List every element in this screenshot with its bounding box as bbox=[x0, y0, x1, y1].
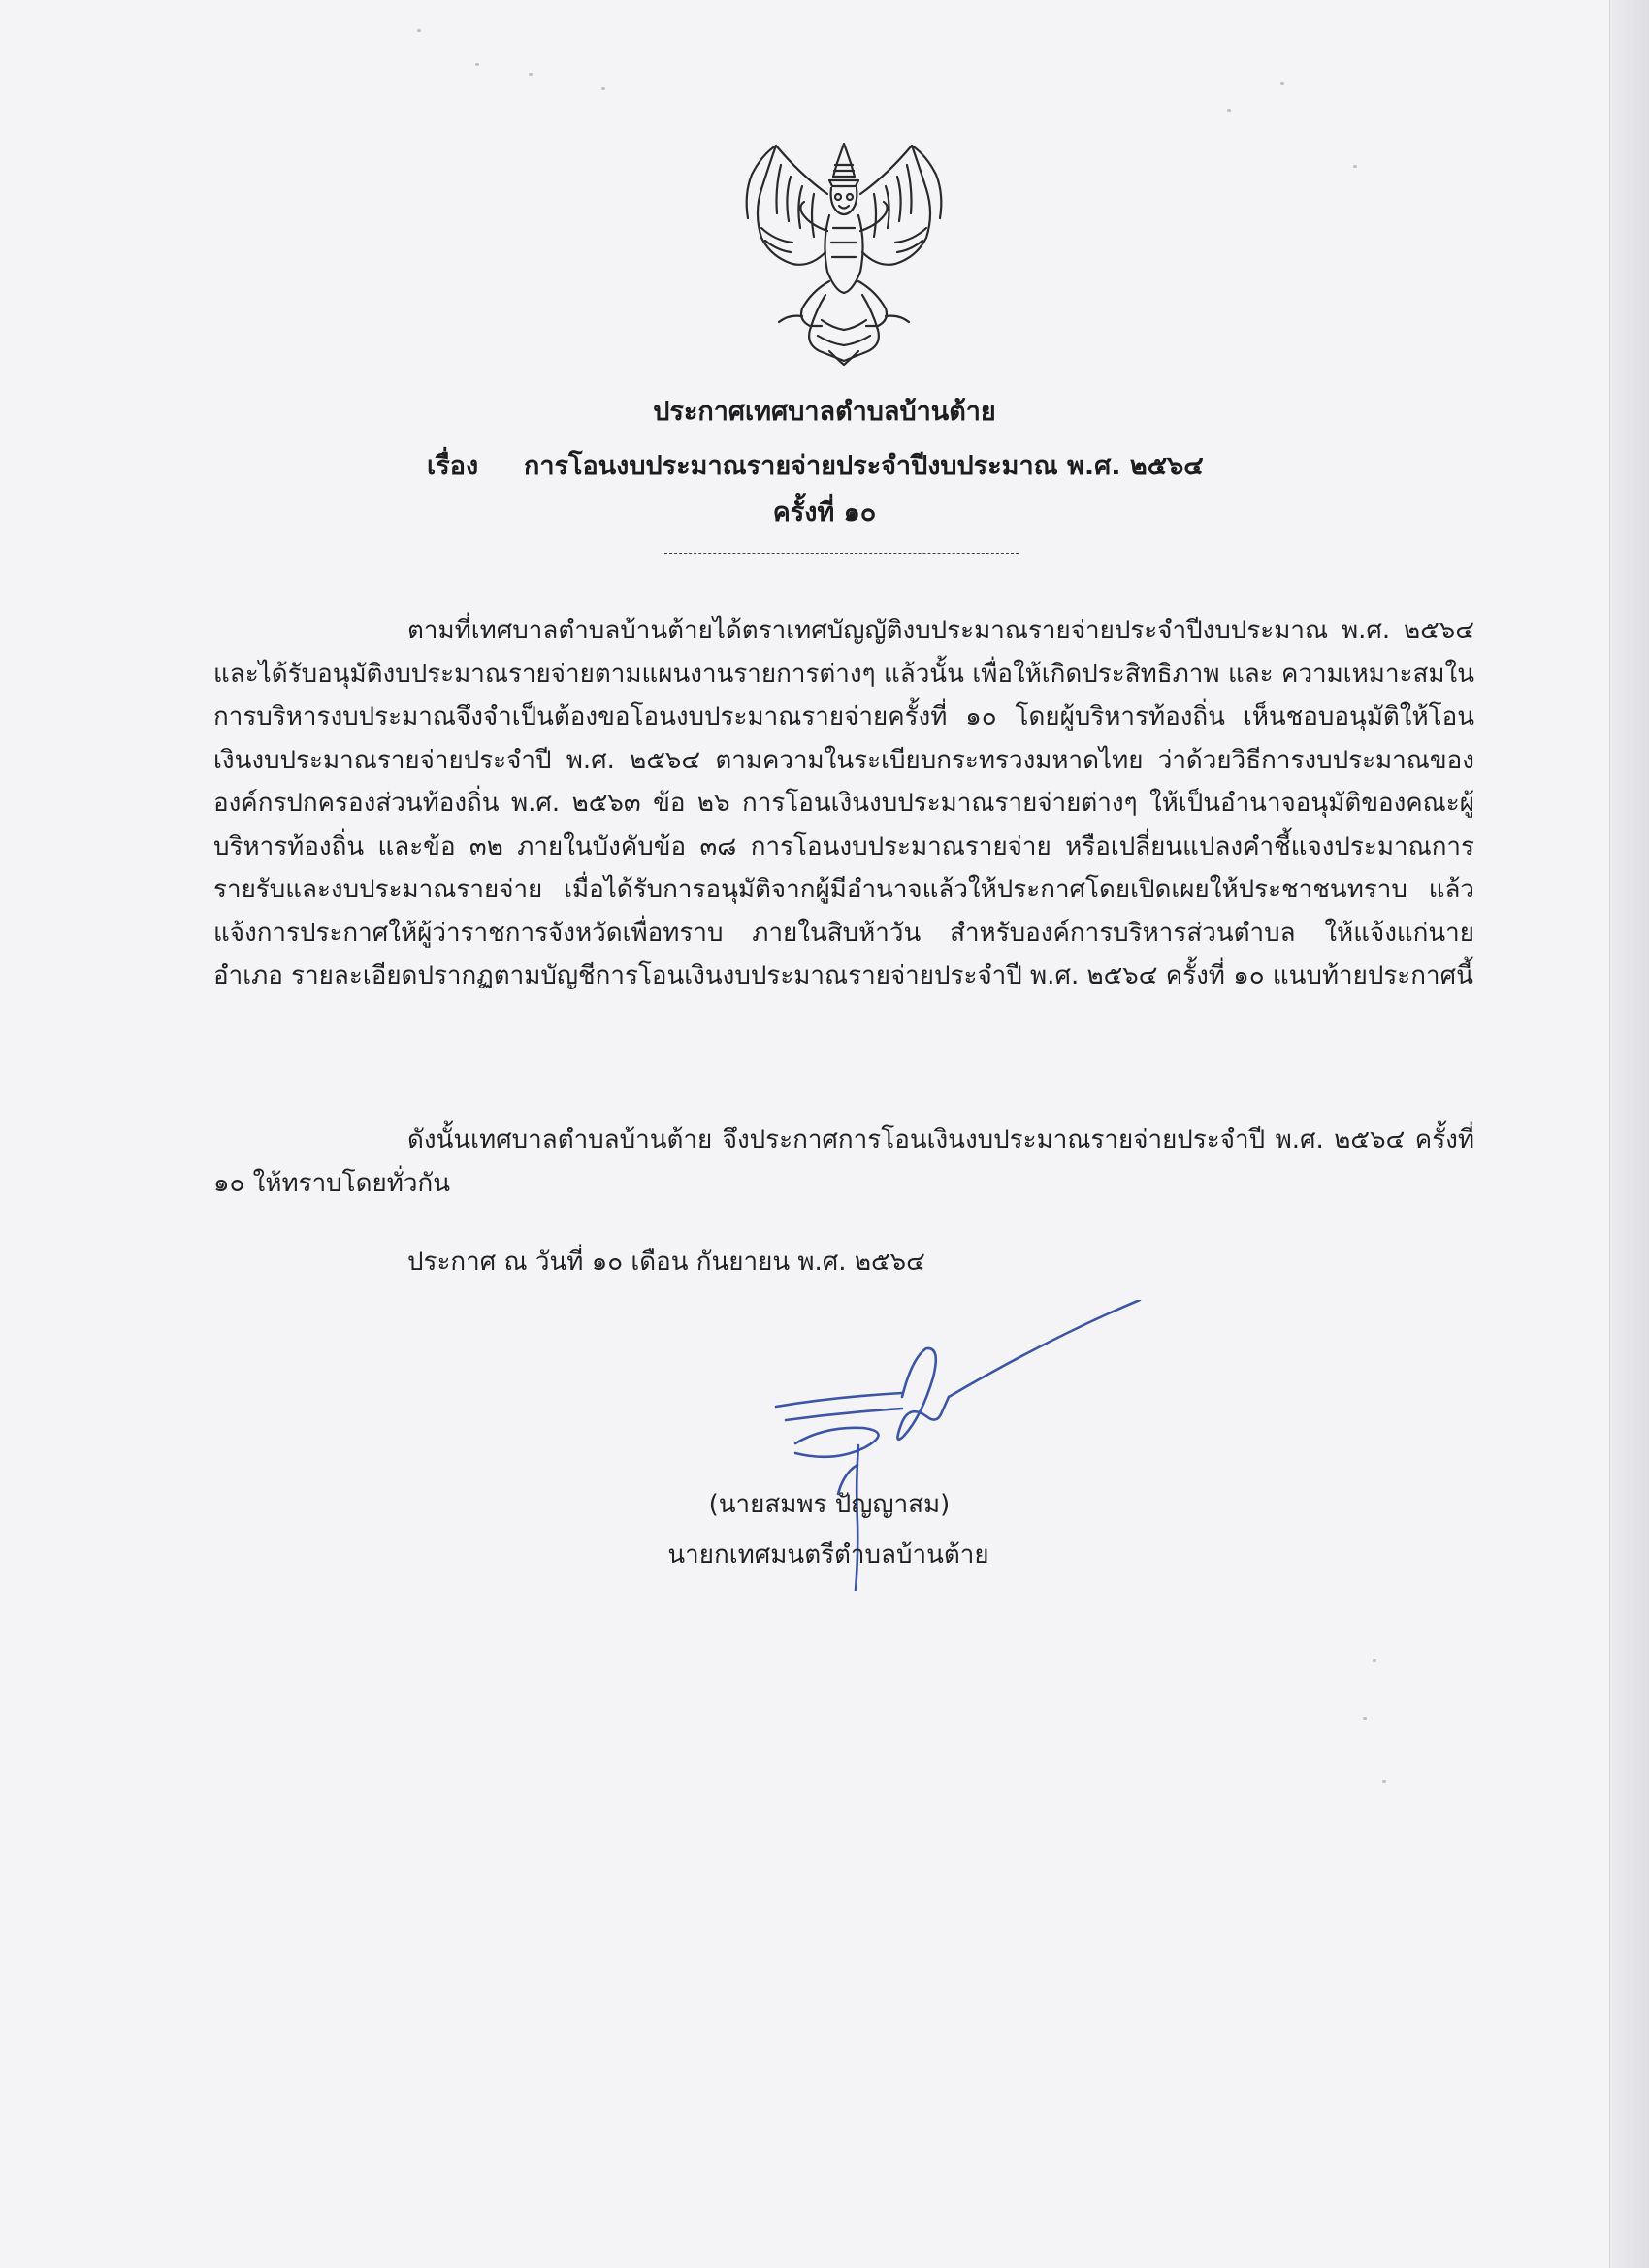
scan-speck bbox=[417, 29, 421, 32]
scan-speck bbox=[475, 63, 479, 66]
scan-speck bbox=[1363, 1717, 1367, 1720]
paper-edge bbox=[1609, 0, 1649, 2268]
announcement-subject-line bbox=[427, 444, 1261, 486]
garuda-emblem-icon bbox=[732, 136, 955, 369]
signatory-position: นายกเทศมนตรีตำบลบ้านต้าย bbox=[667, 1540, 989, 1570]
scan-speck bbox=[1373, 1659, 1376, 1662]
scan-speck bbox=[1353, 165, 1357, 168]
paragraph-1-text: ตามที่เทศบาลตำบลบ้านต้ายได้ตราเทศบัญญัติงบประมาณรายจ่ายประจำปีงบประมาณ พ.ศ. ๒๕๖๔ และได้รับอนุมัติงบประมาณรายจ่ายตามแผนงานรายการต่างๆ แล้วนั้น เพื่อให้เกิดประสิทธิภาพ และ ความเหมาะสมในการบริหารงบประมาณจึงจำเป็นต้องขอโอนงบประมาณรายจ่ายครั้งที่ ๑๐ โดยผู้บริหารท้องถิ่น เห็นชอบอนุมัติให้โอนเงินงบประมาณรายจ่ายประจำปี พ.ศ. ๒๕๖๔ ตามความในระเบียบกระทรวงมหาดไทย ว่าด้วยวิธีการงบประมาณขององค์กรปกครองส่วนท้องถิ่น พ.ศ. ๒๕๖๓ ข้อ ๒๖ การโอนเงินงบประมาณรายจ่ายต่างๆ ให้เป็นอำนาจอนุมัติของคณะผู้บริหารท้องถิ่น และข้อ ๓๒ ภายในบังคับข้อ ๓๘ การโอนงบประมาณรายจ่าย หรือเปลี่ยนแปลงคำชี้แจงประมาณการรายรับและงบประมาณรายจ่าย เมื่อได้รับการอนุมัติจากผู้มีอำนาจแล้วให้ประกาศโดยเปิดเผยให้ประชาชนทราบ แล้วแจ้งการประกาศให้ผู้ว่าราชการจังหวัดเพื่อทราบ ภายในสิบห้าวัน สำหรับองค์การบริหารส่วนตำบล ให้แจ้งแก่นายอำเภอ รายละเอียดปรากฏตามบัญชีการโอนเงินงบประมาณรายจ่ายประจำปี พ.ศ. ๒๕๖๔ ครั้งที่ ๑๐ แนบท้ายประกาศนี้ bbox=[213, 616, 1474, 990]
scan-speck bbox=[1280, 82, 1284, 85]
signatory-name: (นายสมพร ปัญญาสม) bbox=[708, 1490, 951, 1519]
subject-text: การโอนงบประมาณรายจ่ายประจำปีงบประมาณ พ.ศ. ๒๕๖๔ bbox=[524, 451, 1204, 481]
announcement-date: ประกาศ ณ วันที่ ๑๐ เดือน กันยายน พ.ศ. ๒๕๖๔ bbox=[407, 1247, 925, 1277]
scan-speck bbox=[1382, 1780, 1386, 1783]
body-paragraph-2 bbox=[213, 1118, 1474, 1205]
paragraph-2-text: ดังนั้นเทศบาลตำบลบ้านต้าย จึงประกาศการโอนเงินงบประมาณรายจ่ายประจำปี พ.ศ. ๒๕๖๔ ครั้งที่ ๑๐ ให้ทราบโดยทั่วกัน bbox=[213, 1125, 1474, 1198]
subject-label: เรื่อง bbox=[427, 451, 479, 481]
scan-speck bbox=[529, 73, 533, 76]
announcement-round: ครั้งที่ ๑๐ bbox=[772, 498, 877, 528]
announcement-title: ประกาศเทศบาลตำบลบ้านต้าย bbox=[653, 397, 996, 427]
emblem-ink bbox=[747, 144, 942, 365]
scan-speck bbox=[601, 87, 605, 90]
body-paragraph-1 bbox=[213, 609, 1474, 998]
scan-speck bbox=[1227, 109, 1231, 112]
header-divider bbox=[664, 553, 1018, 554]
